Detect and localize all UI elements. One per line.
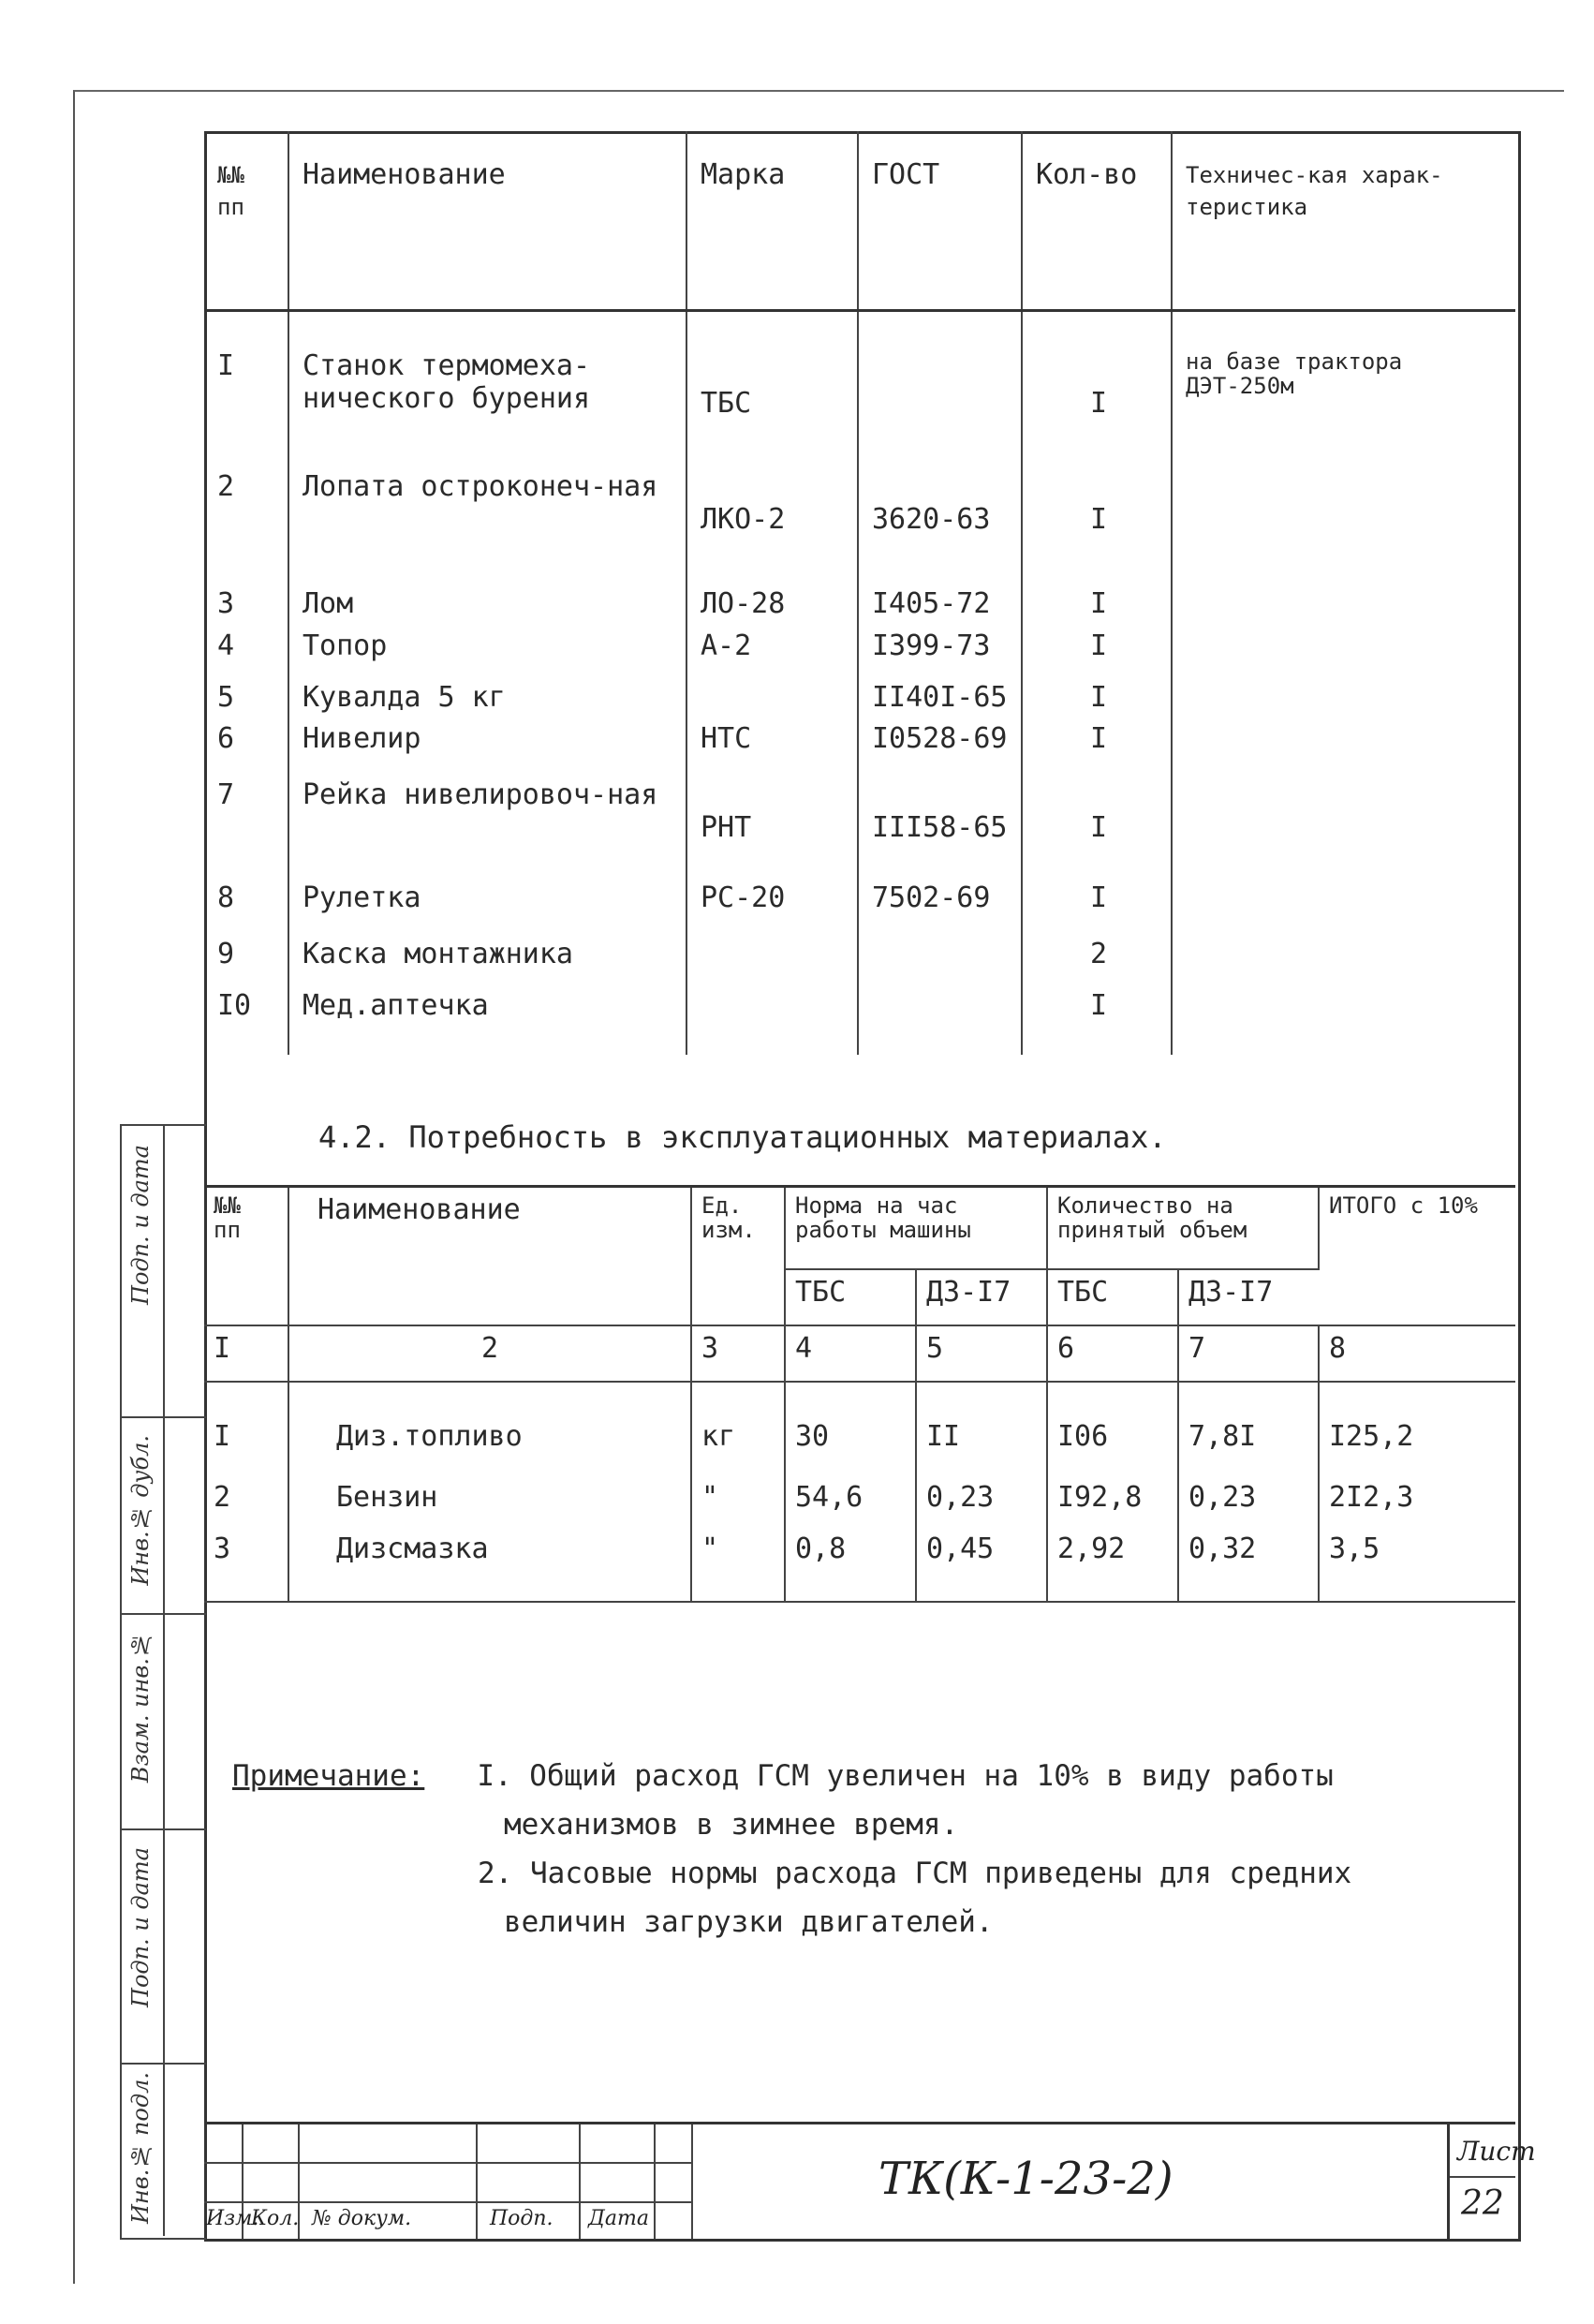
subheader-cell: ДЗ-I7	[916, 1269, 1047, 1325]
cell-gost	[858, 980, 1022, 1055]
side-cell	[122, 1613, 165, 1830]
cell-name: Лом	[288, 564, 686, 629]
cell-unit: кг	[691, 1382, 785, 1475]
cell-spec	[1172, 681, 1515, 722]
table-row	[204, 867, 1515, 928]
stamp-label: Дата	[588, 2207, 649, 2230]
cell-mark: ЛКО-2	[686, 442, 858, 564]
cell-total: 3,5	[1329, 1532, 1380, 1565]
cell-num: 4	[204, 629, 288, 681]
note-1-line-2: механизмов в зимнее время.	[504, 1808, 959, 1842]
table-row	[204, 311, 1515, 442]
cell-gost	[858, 928, 1022, 980]
col-header-spec: Техничес-кая харак-теристика	[1172, 131, 1515, 311]
table-row	[204, 980, 1515, 1055]
side-label: Взам. инв.№	[127, 1632, 154, 1784]
cell-qty-tbs: I06	[1047, 1382, 1178, 1475]
cell-spec	[1172, 778, 1515, 867]
cell-qty: I	[1022, 564, 1172, 629]
cell-num: I	[204, 311, 288, 442]
cell-mark: А-2	[686, 629, 858, 681]
colnum-cell: 8	[1329, 1331, 1347, 1365]
cell-name: Топор	[288, 629, 686, 681]
table-row	[204, 564, 1515, 629]
cell-qty-tbs: I92,8	[1047, 1475, 1178, 1527]
side-cell	[122, 2063, 165, 2236]
cell-qty-dz: 7,8I	[1178, 1382, 1319, 1475]
col-header-qty: Количество на принятый объем	[1047, 1187, 1319, 1269]
notes-label: Примечание:	[232, 1759, 425, 1793]
cell-qty-dz: 0,32	[1178, 1527, 1319, 1602]
colnum-cell: I	[204, 1325, 288, 1382]
side-cell	[163, 1126, 206, 1418]
cell-qty: I	[1022, 311, 1172, 442]
cell-norm-dz: 0,45	[916, 1527, 1047, 1602]
cell-spec	[1172, 722, 1515, 778]
cell-qty: 2	[1022, 928, 1172, 980]
cell-gost: I399-73	[858, 629, 1022, 681]
cell-gost: 3620-63	[858, 442, 1022, 564]
cell-num: 3	[204, 1527, 288, 1602]
cell-name: Каска монтажника	[288, 928, 686, 980]
cell-num: 5	[204, 681, 288, 722]
cell-name: Рулетка	[288, 867, 686, 928]
table-row	[204, 928, 1515, 980]
cell-name: Кувалда 5 кг	[288, 681, 686, 722]
document-code: ТК(К-1-23-2)	[878, 2153, 1173, 2205]
cell-gost: III58-65	[858, 778, 1022, 867]
side-cell	[163, 1613, 206, 1830]
cell-name: Бензин	[288, 1475, 691, 1527]
col-header-mark: Марка	[686, 131, 858, 311]
cell-gost: I0528-69	[858, 722, 1022, 778]
side-label: Подп. и дата	[127, 1145, 154, 1305]
sheet-number: 22	[1461, 2184, 1504, 2223]
cell-num: 6	[204, 722, 288, 778]
table-row	[204, 1475, 1515, 1527]
cell-name: Лопата остроконеч-ная	[288, 442, 686, 564]
side-label: Подп. и дата	[127, 1847, 154, 2007]
cell-num: 3	[204, 564, 288, 629]
cell-norm-tbs: 0,8	[785, 1527, 916, 1602]
cell-gost: II40I-65	[858, 681, 1022, 722]
column-number-row	[204, 1325, 1515, 1382]
colnum-cell: 6	[1047, 1325, 1178, 1382]
subheader-cell: ТБС	[785, 1269, 916, 1325]
colnum-cell: 7	[1178, 1325, 1319, 1382]
col-header-unit: Ед. изм.	[691, 1187, 785, 1325]
cell-num: 2	[204, 1475, 288, 1527]
stamp-label: Кол.	[251, 2207, 300, 2230]
notes-block	[232, 1752, 1351, 1947]
col-header-name: Наименование	[288, 1187, 691, 1325]
cell-norm-dz: II	[916, 1382, 1047, 1475]
side-label: Инв.№ дубл.	[127, 1435, 154, 1586]
cell-norm-tbs: 54,6	[785, 1475, 916, 1527]
subheader-cell: ТБС	[1047, 1269, 1178, 1325]
cell-mark: НТС	[686, 722, 858, 778]
cell-name: Мед.аптечка	[288, 980, 686, 1055]
cell-qty-tbs: 2,92	[1047, 1527, 1178, 1602]
cell-name: Дизсмазка	[288, 1527, 691, 1602]
cell-num: I	[204, 1382, 288, 1475]
cell-total: I25,2	[1329, 1419, 1414, 1453]
col-header-total: ИТОГО с 10%	[1329, 1192, 1478, 1219]
side-label: Инв.№ подл.	[127, 2072, 154, 2224]
cell-unit: "	[691, 1475, 785, 1527]
materials-header-row	[204, 1187, 1515, 1269]
cell-num: 7	[204, 778, 288, 867]
note-2-line-2: величин загрузки двигателей.	[504, 1905, 994, 1939]
table-row	[204, 722, 1515, 778]
stamp-label: Изм.	[206, 2207, 259, 2230]
cell-spec	[1172, 980, 1515, 1055]
cell-mark	[686, 681, 858, 722]
colnum-cell: 2	[288, 1325, 691, 1382]
materials-table	[204, 1185, 1515, 1603]
side-cell	[163, 1416, 206, 1615]
col-header-num: №№ пп	[204, 131, 288, 311]
cell-mark	[686, 980, 858, 1055]
col-header-num: №№ пп	[204, 1187, 288, 1325]
cell-qty: I	[1022, 442, 1172, 564]
table-row	[204, 681, 1515, 722]
cell-spec	[1172, 867, 1515, 928]
equipment-header-row	[204, 131, 1515, 311]
table-row	[204, 629, 1515, 681]
cell-qty-dz: 0,23	[1178, 1475, 1319, 1527]
cell-mark	[686, 928, 858, 980]
note-1-line-1: I. Общий расход ГСМ увеличен на 10% в виду работы	[477, 1759, 1334, 1793]
colnum-cell: 3	[691, 1325, 785, 1382]
table-row	[204, 442, 1515, 564]
cell-qty: I	[1022, 629, 1172, 681]
cell-unit: "	[691, 1527, 785, 1602]
cell-name: Диз.топливо	[288, 1382, 691, 1475]
cell-spec	[1172, 564, 1515, 629]
table-row	[204, 778, 1515, 867]
subheader-cell: ДЗ-I7	[1188, 1275, 1274, 1309]
cell-qty: I	[1022, 722, 1172, 778]
col-header-name: Наименование	[288, 131, 686, 311]
stamp-label: Подп.	[490, 2207, 553, 2230]
colnum-cell: 5	[916, 1325, 1047, 1382]
cell-num: 2	[204, 442, 288, 564]
cell-name: Нивелир	[288, 722, 686, 778]
cell-gost: 7502-69	[858, 867, 1022, 928]
cell-qty: I	[1022, 778, 1172, 867]
cell-mark: ЛО-28	[686, 564, 858, 629]
cell-qty: I	[1022, 681, 1172, 722]
cell-mark: РС-20	[686, 867, 858, 928]
equipment-table	[204, 131, 1515, 1055]
cell-qty: I	[1022, 980, 1172, 1055]
stamp-label: № докум.	[312, 2207, 412, 2230]
cell-norm-tbs: 30	[785, 1382, 916, 1475]
cell-spec	[1172, 629, 1515, 681]
side-cell	[122, 1828, 165, 2065]
cell-norm-dz: 0,23	[916, 1475, 1047, 1527]
cell-gost	[858, 311, 1022, 442]
cell-num: I0	[204, 980, 288, 1055]
cell-name: Рейка нивелировоч-ная	[288, 778, 686, 867]
col-header-norm: Норма на час работы машины	[785, 1187, 1047, 1269]
cell-num: 8	[204, 867, 288, 928]
cell-spec: на базе трактора ДЭТ-250м	[1186, 348, 1403, 399]
side-cell	[122, 1126, 165, 1418]
title-block	[204, 2122, 1536, 2239]
cell-spec	[1172, 928, 1515, 980]
col-header-gost: ГОСТ	[858, 131, 1022, 311]
colnum-cell: 4	[785, 1325, 916, 1382]
cell-spec	[1172, 442, 1515, 564]
cell-total: 2I2,3	[1329, 1480, 1414, 1514]
sheet-number-box	[1447, 2124, 1536, 2239]
cell-qty: I	[1022, 867, 1172, 928]
side-cell	[122, 1416, 165, 1615]
cell-name: Станок термомеха-нического бурения	[288, 311, 686, 442]
table-row	[204, 1382, 1515, 1475]
cell-mark: РНТ	[686, 778, 858, 867]
note-2-line-1: 2. Часовые нормы расхода ГСМ приведены для средних	[478, 1857, 1352, 1890]
cell-gost: I405-72	[858, 564, 1022, 629]
side-cell	[163, 2063, 206, 2236]
table-row	[204, 1527, 1515, 1602]
side-stamp-strip	[120, 1124, 206, 2240]
section-caption: 4.2. Потребность в эксплуатационных материалах.	[318, 1119, 1167, 1155]
side-cell	[163, 1828, 206, 2065]
sheet-label: Лист	[1457, 2136, 1536, 2167]
cell-num: 9	[204, 928, 288, 980]
col-header-qty: Кол-во	[1022, 131, 1172, 311]
cell-mark: ТБС	[686, 311, 858, 442]
